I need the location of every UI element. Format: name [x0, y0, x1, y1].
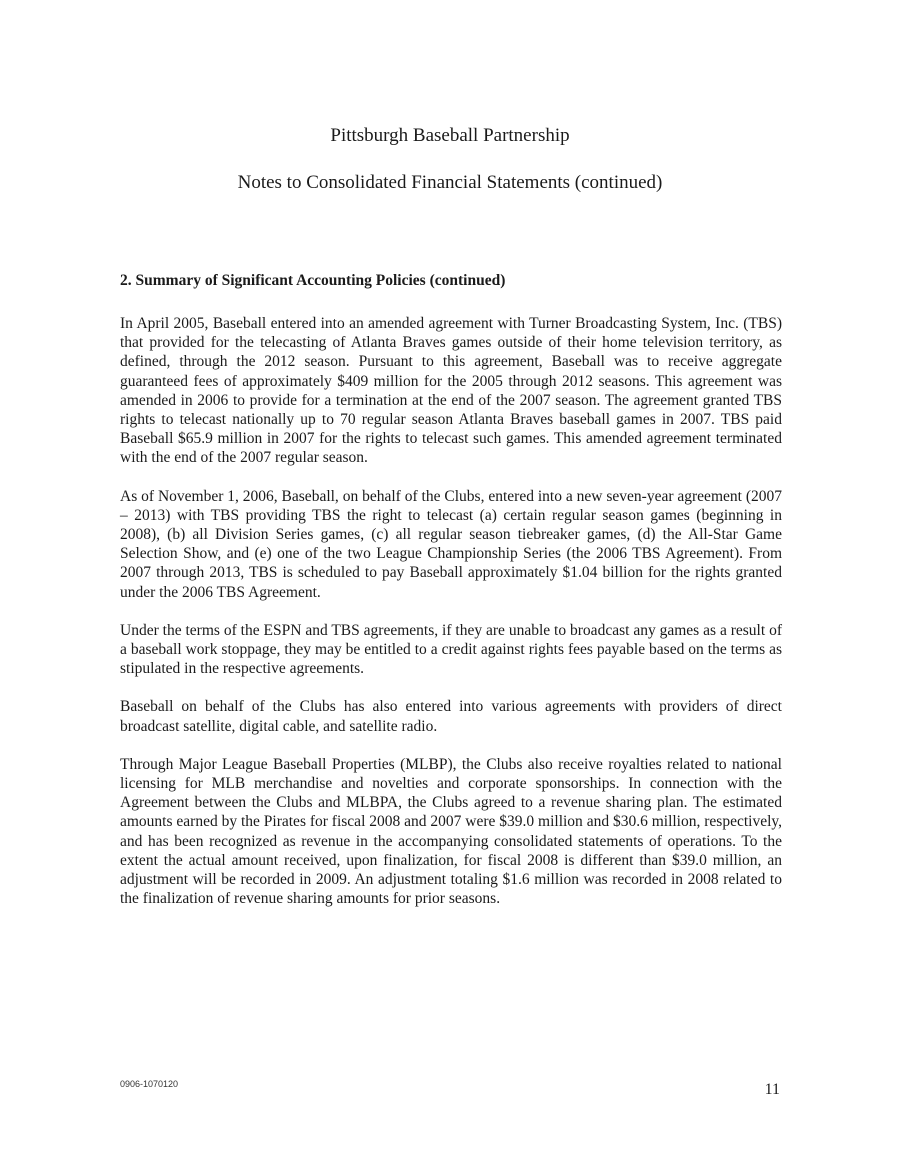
- document-title: Pittsburgh Baseball Partnership: [330, 125, 570, 146]
- paragraph-work-stoppage: Under the terms of the ESPN and TBS agreements, if they are unable to broadcast any games as a result of a baseball work stoppage, they may be entitled to a credit against rights fees payable based on the terms as stipulated in the respective agreements.: [120, 621, 782, 678]
- paragraph-satellite-agreements: Baseball on behalf of the Clubs has also entered into various agreements with providers of direct broadcast satellite, digital cable, and satellite radio.: [120, 698, 782, 735]
- notes-section: [120, 271, 782, 927]
- document-subtitle: Notes to Consolidated Financial Statements (continued): [237, 172, 663, 193]
- document-code: 0906-1070120: [120, 1079, 179, 1089]
- section-heading: 2. Summary of Significant Accounting Policies (continued): [120, 272, 506, 289]
- paragraph-tbs-2006-agreement: As of November 1, 2006, Baseball, on behalf of the Clubs, entered into a new seven-year agreement (2007 – 2013) with TBS providing TBS the right to telecast (a) certain regular season games (beginning in 2008), (b) all Division Series games, (c) all regular season tiebreaker games, (d) the All-Star Game Selection Show, and (e) one of the two League Championship Series (the 2006 TBS Agreement). From 2007 through 2013, TBS is scheduled to pay Baseball approximately $1.04 billion for the rights granted under the 2006 TBS Agreement.: [120, 487, 782, 601]
- paragraph-tbs-2005-agreement: In April 2005, Baseball entered into an amended agreement with Turner Broadcasting System, Inc. (TBS) that provided for the telecasting of Atlanta Braves games outside of their home television territory, as defined, through the 2012 season. Pursuant to this agreement, Baseball was to receive aggregate guaranteed fees of approximately $409 million for the 2005 through 2012 seasons. This agreement was amended in 2006 to provide for a termination at the end of the 2007 season. The agreement granted TBS rights to telecast nationally up to 70 regular season Atlanta Braves baseball games in 2007. TBS paid Baseball $65.9 million in 2007 for the rights to telecast such games. This amended agreement terminated with the end of the 2007 regular season.: [120, 315, 782, 467]
- paragraph-mlbp-revenue-sharing: Through Major League Baseball Properties (MLBP), the Clubs also receive royalties related to national licensing for MLB merchandise and novelties and corporate sponsorships. In connection with the Agreement between the Clubs and MLBPA, the Clubs agreed to a revenue sharing plan. The estimated amounts earned by the Pirates for fiscal 2008 and 2007 were $39.0 million and $30.6 million, respectively, and has been recognized as revenue in the accompanying consolidated statements of operations. To the extent the actual amount received, upon finalization, for fiscal 2008 is different than $39.0 million, an adjustment will be recorded in 2009. An adjustment totaling $1.6 million was recorded in 2008 related to the finalization of revenue sharing amounts for prior seasons.: [120, 755, 782, 908]
- page-number: 11: [764, 1081, 780, 1098]
